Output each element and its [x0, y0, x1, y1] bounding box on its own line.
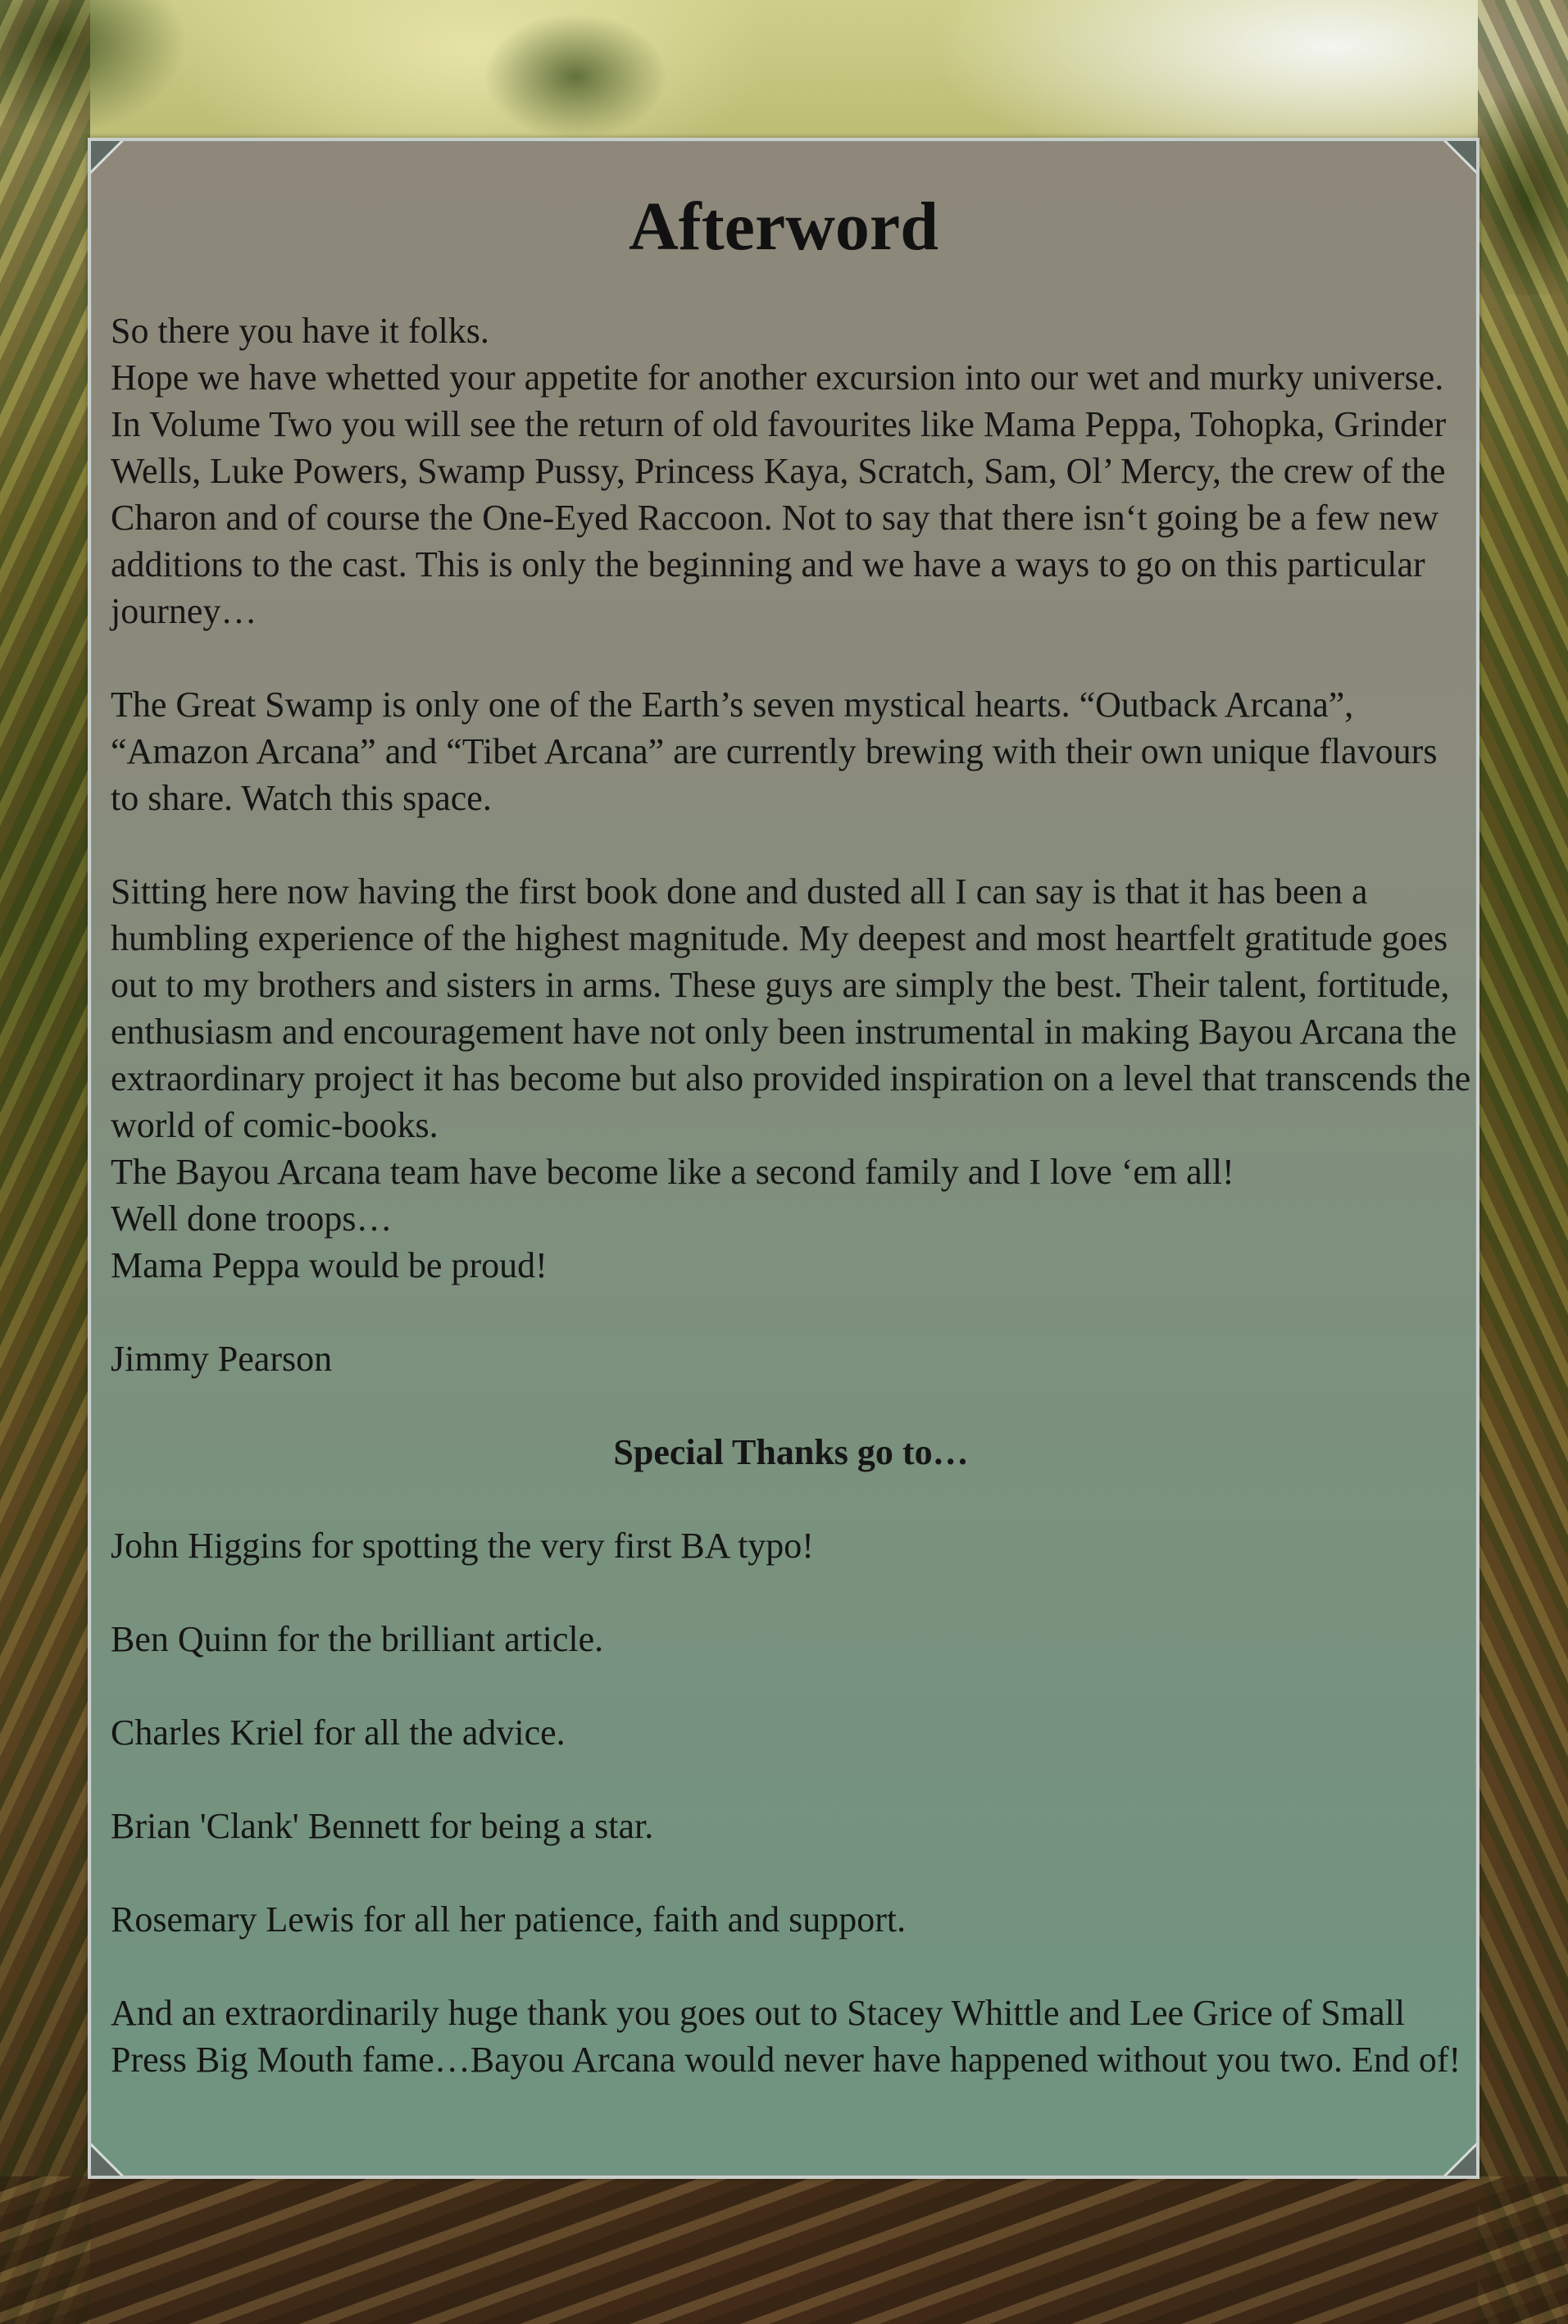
afterword-body [111, 307, 1471, 2083]
thanks-item: Brian 'Clank' Bennett for being a star. [111, 1806, 654, 1846]
paragraph-gap [111, 1382, 1471, 1429]
paragraph-gap [111, 1289, 1471, 1335]
paragraph-arcana-series: The Great Swamp is only one of the Earth’s seven mystical hearts. “Outback Arcana”, “Amazon Arcana” and “Tibet Arcana” are currently brewing with their own unique flavours to share. Watch this space. [111, 684, 1438, 818]
paragraph-intro: So there you have it folks. Hope we have whetted your appetite for another excursion into our wet and murky universe. In Volume Two you will see the return of old favourites like Mama Peppa, Tohopka, Grinder Wells, Luke Powers, Swamp Pussy, Princess Kaya, Scratch, Sam, Ol’ Mercy, the crew of the Charon and of course the One-Eyed Raccoon. Not to say that there isn‘t going be a few new additions to the cast. This is only the beginning and we have a ways to go on this particular journey… [111, 311, 1447, 631]
page-title: Afterword [629, 189, 939, 265]
thanks-item: John Higgins for spotting the very first BA typo! [111, 1526, 814, 1566]
thanks-item: Charles Kriel for all the advice. [111, 1712, 566, 1753]
paragraph-gap [111, 634, 1471, 681]
background-foliage-top-left [0, 0, 738, 139]
thanks-item: And an extraordinarily huge thank you goes out to Stacey Whittle and Lee Grice of Small Press Big Mouth fame…Bayou Arcana would never have happened without you two. End of! [111, 1993, 1461, 2080]
corner-ornament-icon [88, 138, 125, 175]
background-foliage-bottom [0, 2176, 1568, 2324]
paragraph-gap [111, 1849, 1471, 1896]
paragraph-gap [111, 1756, 1471, 1803]
paragraph-gratitude: Sitting here now having the first book done and dusted all I can say is that it has been a humbling experience of the highest magnitude. My deepest and most heartfelt gratitude goes out to my brothers and sisters in arms. These guys are simply the best. Their talent, fortitude, enthusiasm and encouragement have not only been instrumental in making Bayou Arcana the extraordinary project it has become but also provided inspiration on a level that transcends the world of comic-books. The Bayou Arcana team have become like a second family and I love ‘em all! Well done troops… Mama Peppa would be proud! [111, 871, 1471, 1285]
paragraph-gap [111, 1569, 1471, 1616]
signature: Jimmy Pearson [111, 1339, 333, 1379]
background-foliage-right [1478, 0, 1568, 2324]
thanks-item: Ben Quinn for the brilliant article. [111, 1619, 604, 1659]
special-thanks-heading: Special Thanks go to… [613, 1432, 969, 1472]
paragraph-gap [111, 1662, 1471, 1709]
paragraph-gap [111, 1476, 1471, 1522]
corner-ornament-icon [1442, 138, 1479, 175]
background-foliage-left [0, 0, 90, 2324]
corner-ornament-icon [88, 2141, 125, 2179]
paragraph-gap [111, 1943, 1471, 1990]
afterword-panel [88, 138, 1479, 2179]
thanks-item: Rosemary Lewis for all her patience, faith and support. [111, 1899, 907, 1940]
paragraph-gap [111, 821, 1471, 868]
corner-ornament-icon [1442, 2141, 1479, 2179]
